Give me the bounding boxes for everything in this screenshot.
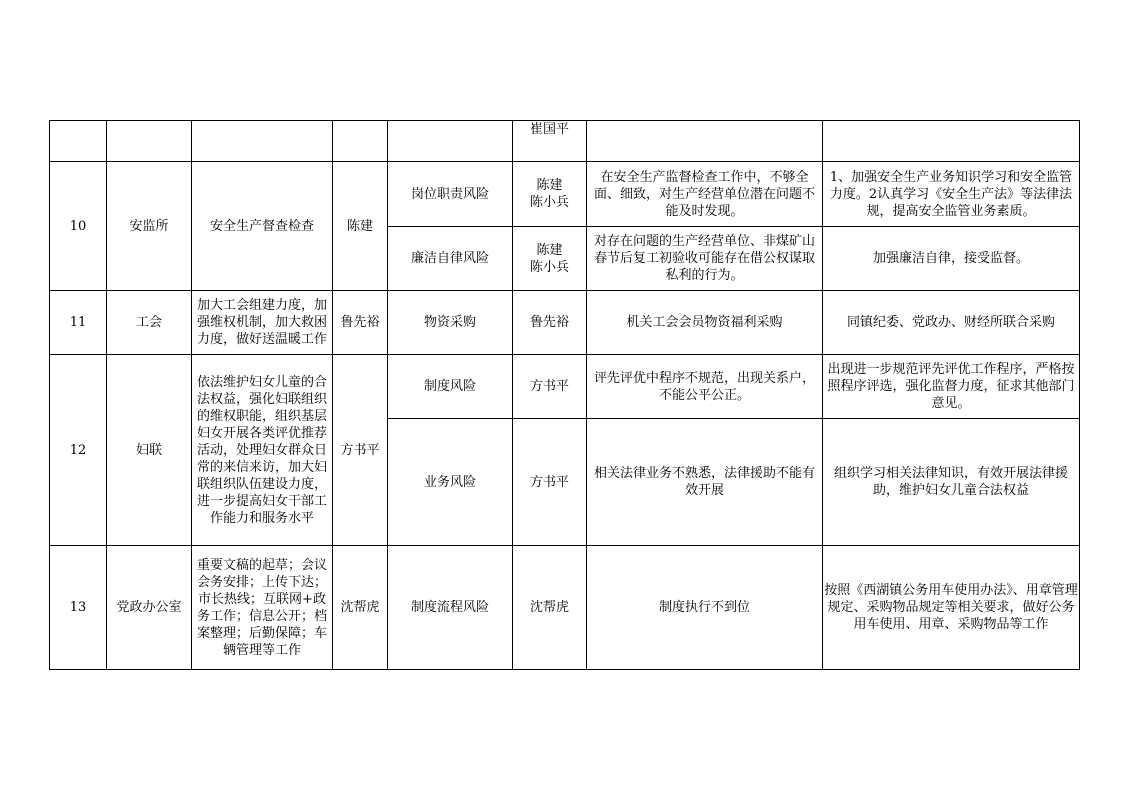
cell-person: 陈建 陈小兵 — [513, 227, 587, 291]
cell-measure: 同镇纪委、党政办、财经所联合采购 — [823, 291, 1080, 355]
cell-person: 方书平 — [513, 355, 587, 419]
cell-no: 11 — [50, 291, 107, 355]
cell-unit: 党政办公室 — [107, 546, 192, 670]
cell-description: 在安全生产监督检查工作中，不够全面、细致，对生产经营单位潜在问题不能及时发现。 — [587, 162, 823, 227]
table-row — [50, 162, 1080, 227]
cell-risk-type: 制度流程风险 — [388, 546, 513, 670]
table-row — [50, 546, 1080, 670]
cell-risk-type: 物资采购 — [388, 291, 513, 355]
cell-duty: 安全生产督查检查 — [192, 162, 333, 291]
cell-unit: 妇联 — [107, 355, 192, 546]
cell-measure — [823, 121, 1080, 162]
cell-measure: 组织学习相关法律知识，有效开展法律援助，维护妇女儿童合法权益 — [823, 419, 1080, 546]
cell-person: 方书平 — [513, 419, 587, 546]
cell-risk-type: 制度风险 — [388, 355, 513, 419]
cell-description: 制度执行不到位 — [587, 546, 823, 670]
cell-measure: 加强廉洁自律，接受监督。 — [823, 227, 1080, 291]
cell-person: 鲁先裕 — [513, 291, 587, 355]
cell-risk-type: 廉洁自律风险 — [388, 227, 513, 291]
cell-measure: 出现进一步规范评先评优工作程序，严格按照程序评选，强化监督力度，征求其他部门意见。 — [823, 355, 1080, 419]
cell-person: 沈帮虎 — [513, 546, 587, 670]
cell-leader: 陈建 — [333, 162, 388, 291]
cell-description: 相关法律业务不熟悉，法律援助不能有效开展 — [587, 419, 823, 546]
cell-duty: 重要文稿的起草；会议会务安排；上传下达；市长热线；互联网+政务工作；信息公开；档案整理；后勤保障；车辆管理等工作 — [192, 546, 333, 670]
cell-risk-type: 业务风险 — [388, 419, 513, 546]
cell-person: 崔国平 — [513, 121, 587, 162]
cell-duty — [192, 121, 333, 162]
cell-leader: 沈帮虎 — [333, 546, 388, 670]
cell-unit: 工会 — [107, 291, 192, 355]
table-row-continuation — [50, 121, 1080, 162]
cell-person: 陈建 陈小兵 — [513, 162, 587, 227]
cell-no: 13 — [50, 546, 107, 670]
cell-duty: 依法维护妇女儿童的合法权益，强化妇联组织的维权职能，组织基层妇女开展各类评优推荐活动，处理妇女群众日常的来信来访，加大妇联组织队伍建设力度，进一步提高妇女干部工作能力和服务水平 — [192, 355, 333, 546]
cell-no — [50, 121, 107, 162]
cell-leader — [333, 121, 388, 162]
cell-description — [587, 121, 823, 162]
cell-duty: 加大工会组建力度，加强维权机制，加大救困力度，做好送温暖工作 — [192, 291, 333, 355]
cell-description: 评先评优中程序不规范，出现关系户，不能公平公正。 — [587, 355, 823, 419]
table-row — [50, 355, 1080, 419]
cell-measure: 按照《西湖镇公务用车使用办法》、用章管理规定、采购物品规定等相关要求，做好公务用车使用、用章、采购物品等工作 — [823, 546, 1080, 670]
cell-leader: 鲁先裕 — [333, 291, 388, 355]
cell-unit — [107, 121, 192, 162]
cell-risk-type — [388, 121, 513, 162]
cell-leader: 方书平 — [333, 355, 388, 546]
cell-description: 对存在问题的生产经营单位、非煤矿山春节后复工初验收可能存在借公权谋取私利的行为。 — [587, 227, 823, 291]
risk-table — [49, 120, 1080, 670]
cell-unit: 安监所 — [107, 162, 192, 291]
table-row — [50, 291, 1080, 355]
cell-measure: 1、加强安全生产业务知识学习和安全监管力度。2认真学习《安全生产法》等法律法规，提高安全监管业务素质。 — [823, 162, 1080, 227]
cell-description: 机关工会会员物资福利采购 — [587, 291, 823, 355]
cell-no: 10 — [50, 162, 107, 291]
cell-risk-type: 岗位职责风险 — [388, 162, 513, 227]
cell-no: 12 — [50, 355, 107, 546]
